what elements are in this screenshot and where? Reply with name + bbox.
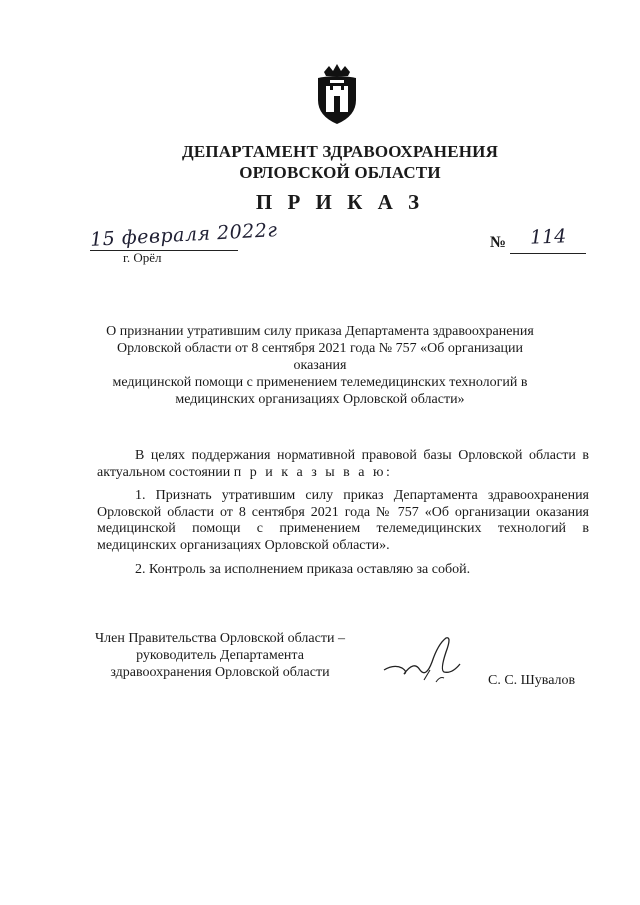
order-title: П Р И К А З [255,190,425,214]
order-item-1: 1. Признать утратившим силу приказ Департамента здравоохранения Орловской области от 8 сентября 2021 года № 757 «Об организации оказания медицинской помощи с применением телемедицинских технологий в медицинских организациях Орловской области». [97,488,589,553]
handwritten-date: 15 февраля 2022г [89,219,279,251]
preamble-text: В целях поддержания нормативной правовой базы Орловской области в актуальном состоянии [97,448,589,480]
subject-line-1: О признании утратившим силу приказа Департамента здравоохранения [106,324,534,339]
signer-position-line-2: руководитель Департамента [136,648,304,663]
subject-line-3: медицинской помощи с применением телемедицинских технологий в [112,375,528,390]
city-label: г. Орёл [123,250,162,265]
number-sign: № [490,234,507,251]
order-subject [100,323,540,408]
preamble-paragraph [97,448,589,481]
subject-line-4: медицинских организациях Орловской области» [175,392,465,407]
number-underline [510,253,586,254]
department-line-1: ДЕПАРТАМЕНТ ЗДРАВООХРАНЕНИЯ [181,142,499,161]
department-title [120,141,560,183]
handwritten-order-number: 114 [529,225,567,249]
order-item-2: 2. Контроль за исполнением приказа оставляю за собой. [135,562,471,577]
signer-position-line-1: Член Правительства Орловской области – [95,631,345,646]
date-underline [90,250,238,251]
signer-position [70,630,370,681]
department-line-2: ОРЛОВСКОЙ ОБЛАСТИ [239,163,441,182]
subject-line-2: Орловской области от 8 сентября 2021 года № 757 «Об организации оказания [116,341,524,373]
oryol-coat-of-arms-icon [312,62,362,126]
handwritten-signature [380,630,470,690]
order-word: п р и к а з ы в а ю: [233,464,393,480]
signer-name: С. С. Шувалов [488,673,576,688]
signer-position-line-3: здравоохранения Орловской области [110,665,330,680]
